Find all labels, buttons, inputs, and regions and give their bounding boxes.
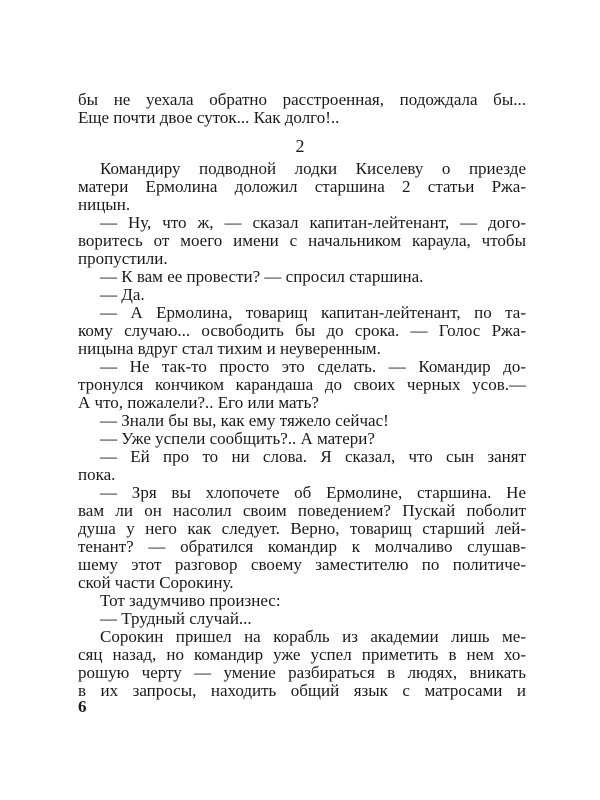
text-line: — Знали бы вы, как ему тяжело сейчас! (100, 411, 389, 430)
text-line: рошую черту — умение разбираться в людях, вникать (78, 663, 526, 682)
text-line: вам ли он насолил своим поведением? Пускай поболит (78, 501, 526, 520)
text-line: ницын. (78, 195, 131, 214)
text-line: Еще почти двое суток... Как долго!.. (78, 108, 340, 127)
text-line: — Да. (100, 285, 145, 304)
text-line: — Зря вы хлопочете об Ермолине, старшина. Не (100, 483, 526, 502)
text-line: — Уже успели сообщить?.. А матери? (100, 429, 375, 448)
text-line: тронулся кончиком карандаша до своих черных усов.— (78, 375, 526, 394)
text-line: А что, пожалели?.. Его или мать? (78, 393, 319, 412)
text-line: Командиру подводной лодки Киселеву о приезде (100, 159, 526, 178)
text-line: — Ей про то ни слова. Я сказал, что сын занят (100, 447, 526, 466)
text-line: в их запросы, находить общий язык с матросами и (78, 681, 526, 700)
text-line: пропустили. (78, 249, 168, 268)
text-line: матери Ермолина доложил старшина 2 статьи Ржа- (78, 177, 526, 196)
chapter-body-text (78, 160, 526, 700)
text-line: пока. (78, 465, 116, 484)
text-line: шему этот разговор своему заместителю по политиче- (78, 555, 526, 574)
text-line: сяц назад, но командир уже успел приметить в нем хо- (78, 645, 526, 664)
text-line: Сорокин пришел на корабль из академии лишь ме- (100, 627, 526, 646)
chapter-number: 2 (295, 136, 305, 156)
text-line: — К вам ее провести? — спросил старшина. (100, 267, 424, 286)
text-line: кому случаю... освободить бы до срока. — Голос Ржа- (78, 321, 526, 340)
text-line: — Ну, что ж, — сказал капитан-лейтенант, — дого- (100, 213, 526, 232)
text-line: Тот задумчиво произнес: (100, 591, 281, 610)
page-number: 6 (78, 697, 87, 716)
text-line: воритесь от моего имени с начальником караула, чтобы (78, 231, 526, 250)
text-line: тенант? — обратился командир к молчаливо слушав- (78, 537, 526, 556)
continued-paragraph (78, 91, 526, 127)
text-line: душа у него как следует. Верно, товарищ старший лей- (78, 519, 526, 538)
text-line: ской части Сорокину. (78, 573, 234, 592)
text-line: — Трудный случай... (100, 609, 252, 628)
text-line: бы не уехала обратно расстроенная, подождала бы... (78, 90, 526, 109)
text-line: ницына вдруг стал тихим и неуверенным. (78, 339, 381, 358)
text-line: — Не так-то просто это сделать. — Командир до- (100, 357, 526, 376)
text-line: — А Ермолина, товарищ капитан-лейтенант, по та- (100, 303, 526, 322)
